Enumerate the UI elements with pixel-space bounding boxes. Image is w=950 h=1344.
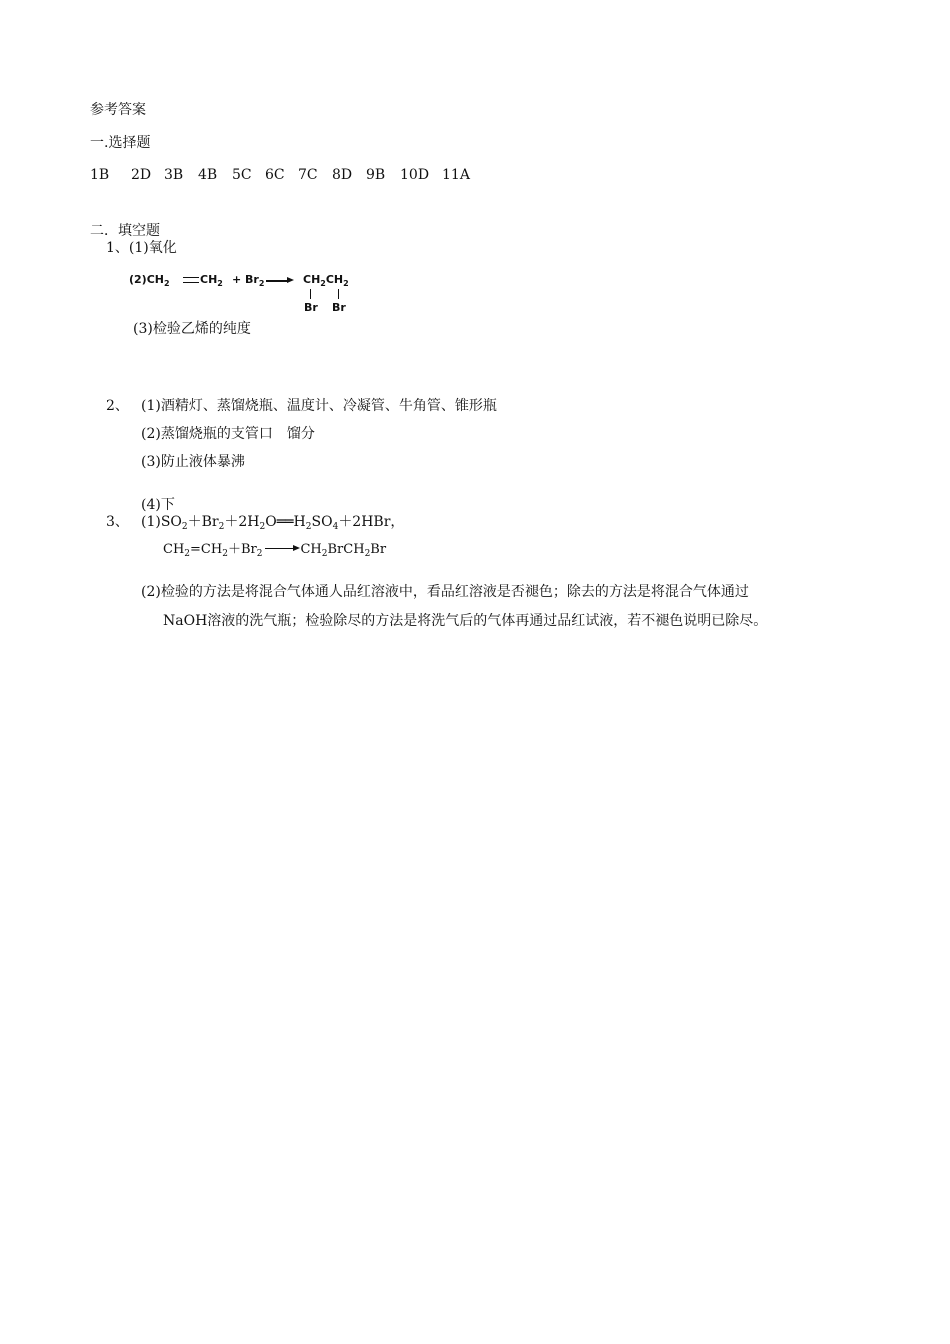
answer-item: 10D — [400, 167, 430, 183]
q3-part2-line2: NaOH溶液的洗气瓶；检验除尽的方法是将洗气后的气体再通过品红试液，若不褪色说明已除尽。 — [163, 613, 768, 629]
page-title: 参考答案 — [90, 102, 146, 118]
q2-part4: (4)下 — [141, 497, 175, 513]
answer-item: 4B — [198, 167, 218, 183]
answer-item: 6C — [265, 167, 285, 183]
reaction-arrow-icon — [266, 280, 288, 282]
answer-item: 3B — [164, 167, 184, 183]
answer-item: 8D — [332, 167, 353, 183]
double-bond-icon — [183, 277, 199, 283]
q2-part1: (1)酒精灯、蒸馏烧瓶、温度计、冷凝管、牛角管、锥形瓶 — [141, 398, 497, 414]
section-heading-fill: 二．填空题 — [90, 223, 160, 239]
answer-item: 2D — [131, 167, 152, 183]
q3-equation-1: $(1)SO_2+Br_2+2H_2O══H_2SO_4+2HBr$， — [141, 514, 405, 532]
q2-part2: (2)蒸馏烧瓶的支管口 馏分 — [141, 426, 315, 442]
q1-part3: (3)检验乙烯的纯度 — [133, 321, 251, 337]
answer-item: 9B — [366, 167, 386, 183]
bond-icon — [310, 289, 311, 299]
bond-icon — [338, 289, 339, 299]
q1-part1: 1、(1)氧化 — [106, 240, 177, 256]
reaction-arrow-icon — [262, 543, 300, 553]
q2-number: 2、 — [106, 398, 129, 414]
answer-item: 7C — [298, 167, 318, 183]
section-heading-choice: 一.选择题 — [90, 135, 151, 151]
q3-number: 3、 — [106, 514, 129, 530]
answer-item: 1B — [90, 167, 110, 183]
q2-part3: (3)防止液体暴沸 — [141, 454, 245, 470]
q3-equation-2: $CH_2=CH_2+Br_2$ $CH_2BrCH_2Br$ — [163, 542, 387, 559]
answer-item: 11A — [442, 167, 470, 183]
q3-part2-line1: (2)检验的方法是将混合气体通人品红溶液中，看品红溶液是否褪色；除去的方法是将混合气体通过 — [141, 584, 749, 600]
answer-item: 5C — [232, 167, 252, 183]
